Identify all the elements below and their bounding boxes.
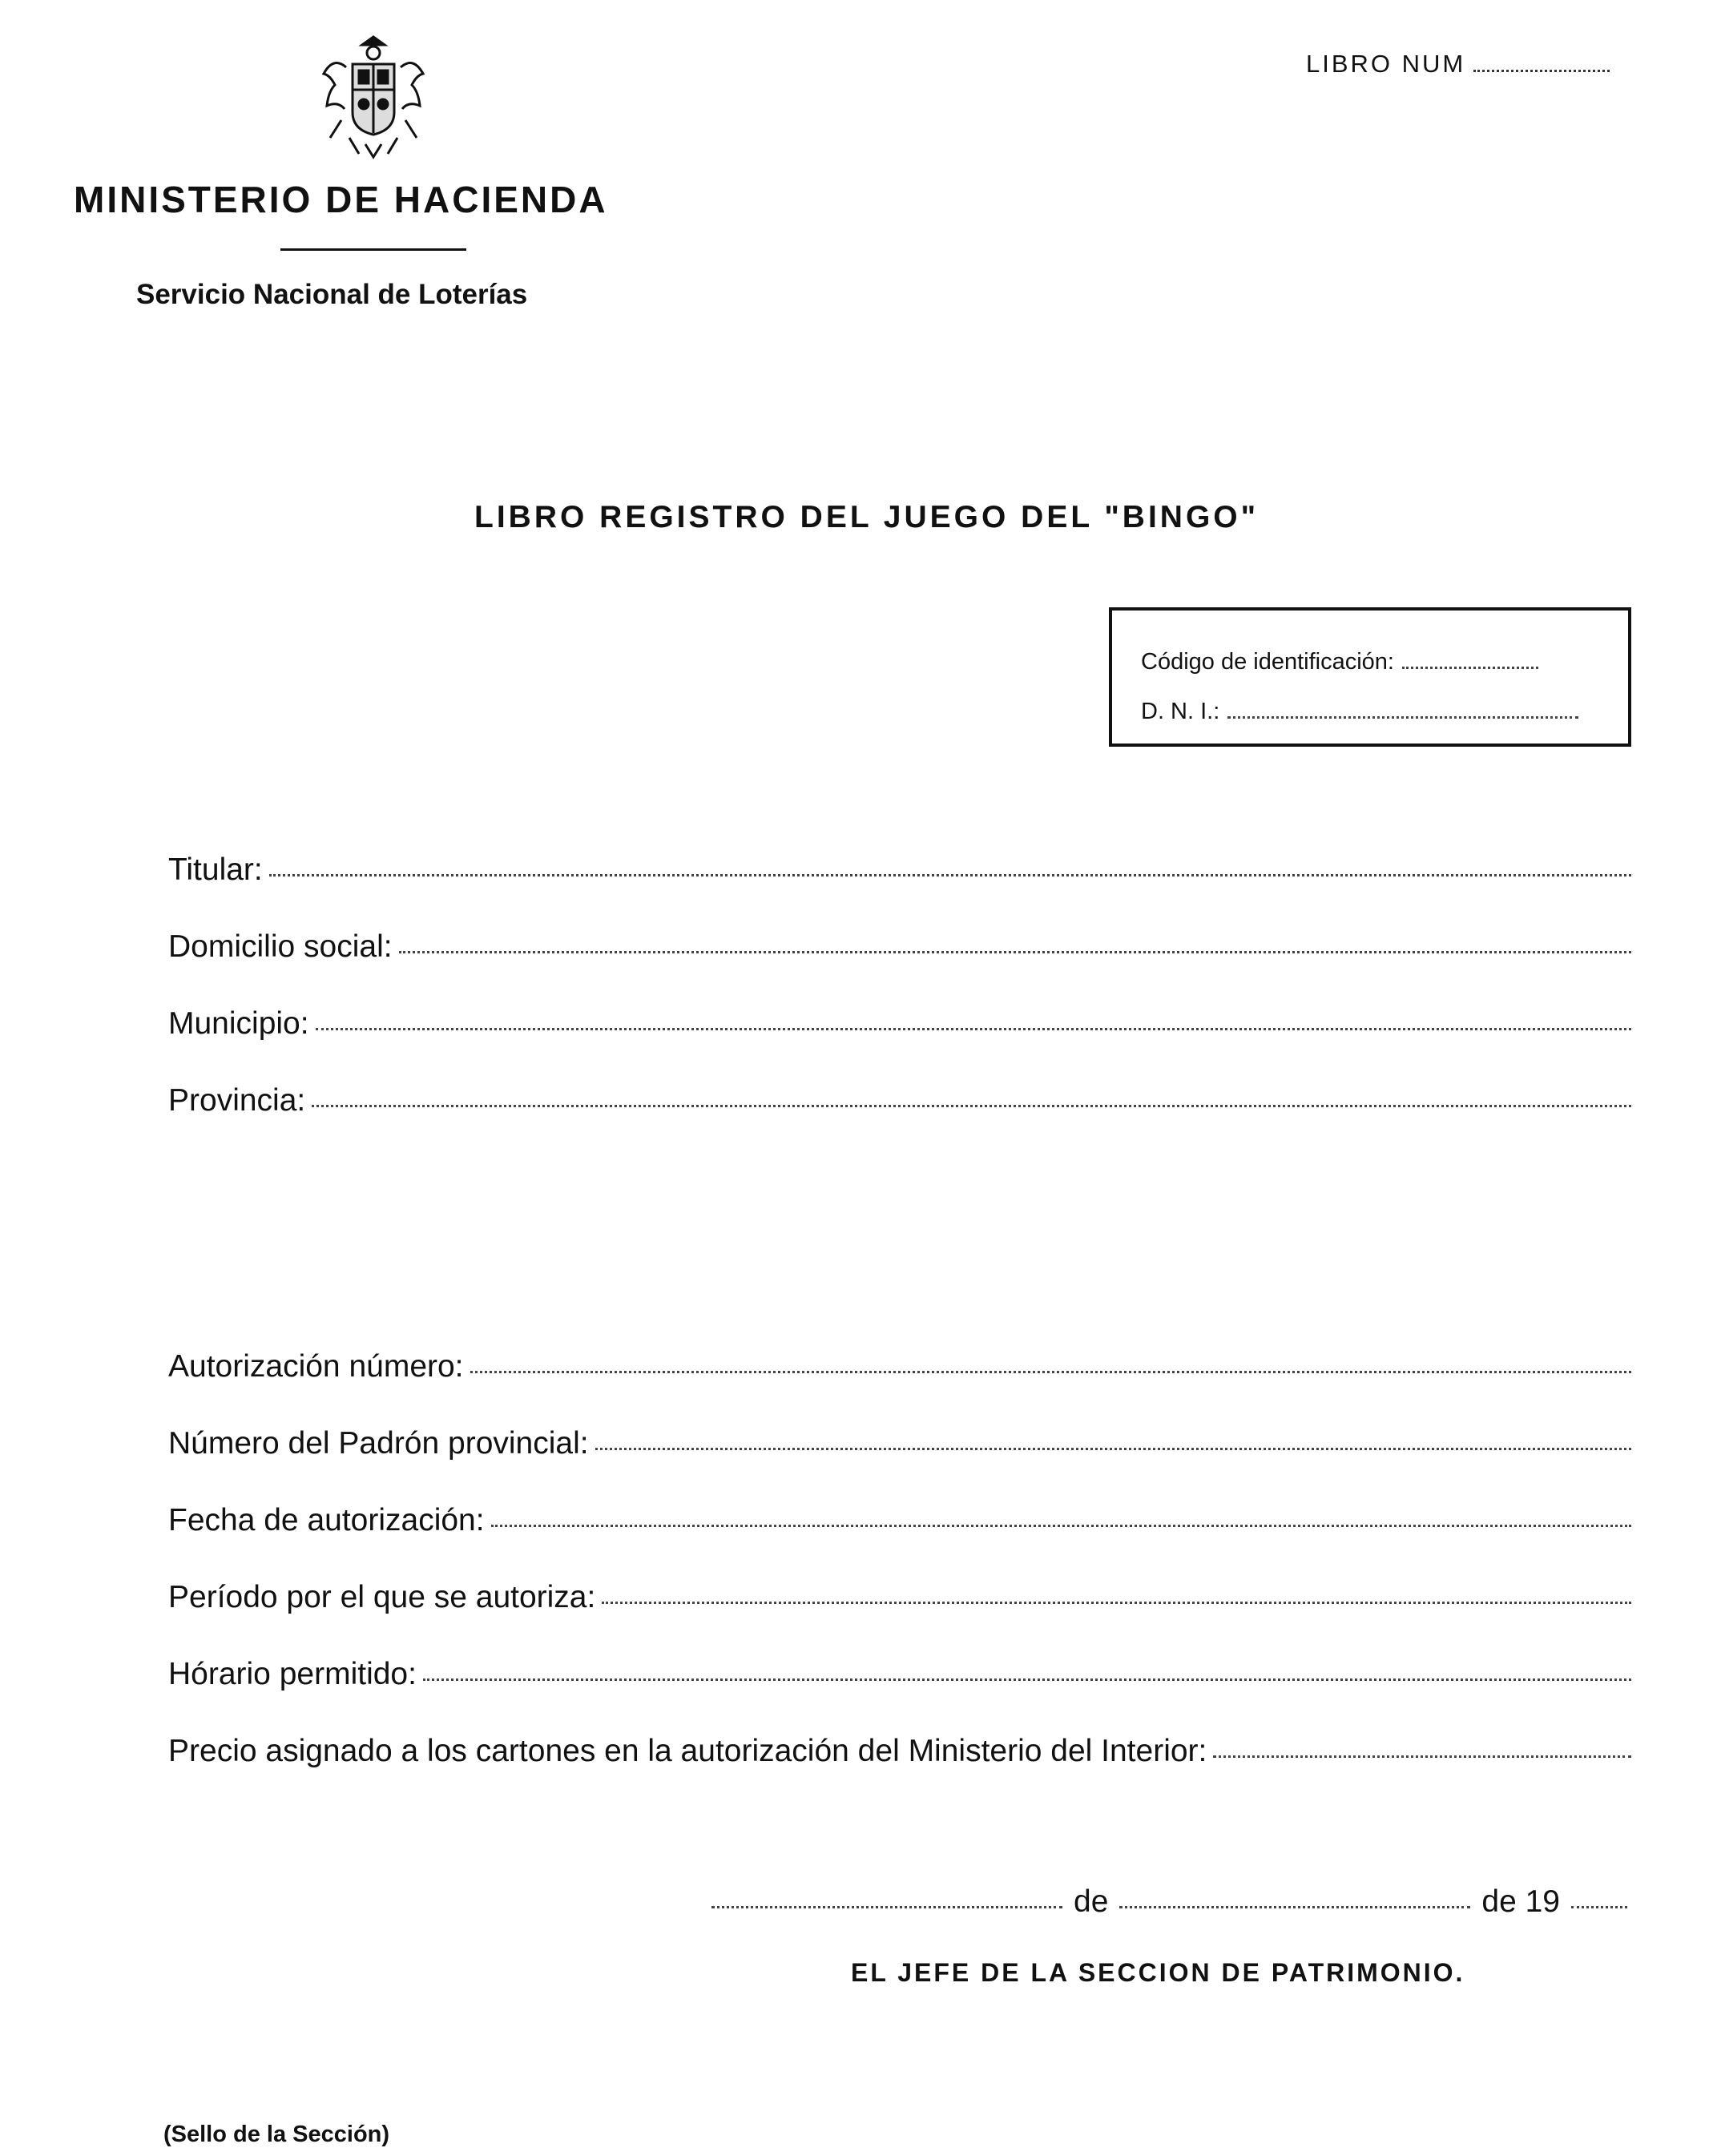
date-line — [711, 1884, 1631, 1920]
document-title: LIBRO REGISTRO DEL JUEGO DEL "BINGO" — [474, 500, 1260, 534]
field-municipio — [168, 1006, 1631, 1042]
field-blank[interactable] — [312, 1105, 1631, 1107]
field-domicilio — [168, 929, 1631, 965]
libro-num-blank[interactable] — [1473, 70, 1610, 72]
dni-label: D. N. I.: — [1141, 699, 1220, 724]
dni-blank[interactable] — [1227, 716, 1578, 719]
field-label: Número del Padrón provincial: — [168, 1426, 589, 1461]
field-padron-provincial — [168, 1426, 1631, 1461]
libro-num-field — [1306, 50, 1610, 79]
field-blank[interactable] — [470, 1371, 1631, 1373]
year-blank[interactable] — [1571, 1906, 1627, 1908]
month-blank[interactable] — [1119, 1906, 1470, 1908]
codigo-row — [1141, 649, 1538, 675]
field-label: Municipio: — [168, 1006, 309, 1041]
field-autorizacion-numero — [168, 1349, 1631, 1384]
field-label: Precio asignado a los cartones en la autorización del Ministerio del Interior: — [168, 1734, 1207, 1768]
field-label: Domicilio social: — [168, 929, 393, 964]
field-horario — [168, 1657, 1631, 1692]
identification-box — [1109, 607, 1631, 747]
libro-num-label: LIBRO NUM — [1306, 50, 1466, 78]
field-blank[interactable] — [399, 951, 1631, 953]
field-label: Fecha de autorización: — [168, 1503, 485, 1537]
field-blank[interactable] — [269, 874, 1631, 877]
de-text: de — [1074, 1884, 1109, 1919]
codigo-blank[interactable] — [1402, 667, 1538, 669]
ministry-title: MINISTERIO DE HACIENDA — [74, 179, 608, 220]
field-periodo — [168, 1580, 1631, 1615]
year-prefix-text: de 19 — [1481, 1884, 1560, 1919]
seal-note: (Sello de la Sección) — [163, 2122, 390, 2147]
header-divider — [280, 248, 466, 251]
field-blank[interactable] — [491, 1525, 1631, 1527]
field-provincia — [168, 1083, 1631, 1118]
field-label: Titular: — [168, 852, 263, 887]
field-blank[interactable] — [1213, 1755, 1631, 1758]
field-label: Hórario permitido: — [168, 1657, 417, 1691]
day-place-blank[interactable] — [711, 1906, 1062, 1908]
field-blank[interactable] — [316, 1028, 1631, 1030]
codigo-label: Código de identificación: — [1141, 649, 1394, 675]
field-precio-cartones — [168, 1734, 1631, 1769]
service-subtitle: Servicio Nacional de Loterías — [136, 279, 528, 310]
field-blank[interactable] — [423, 1678, 1631, 1681]
coat-of-arms-emblem — [317, 32, 429, 160]
field-titular — [168, 852, 1631, 888]
field-label: Autorización número: — [168, 1349, 464, 1384]
field-blank[interactable] — [602, 1602, 1631, 1604]
field-fecha-autorizacion — [168, 1503, 1631, 1538]
field-blank[interactable] — [595, 1448, 1631, 1450]
dni-row — [1141, 699, 1578, 725]
field-label: Período por el que se autoriza: — [168, 1580, 596, 1614]
eagle-crest-icon — [317, 32, 429, 160]
field-label: Provincia: — [168, 1083, 306, 1118]
signature-title: EL JEFE DE LA SECCION DE PATRIMONIO. — [851, 1958, 1465, 1987]
